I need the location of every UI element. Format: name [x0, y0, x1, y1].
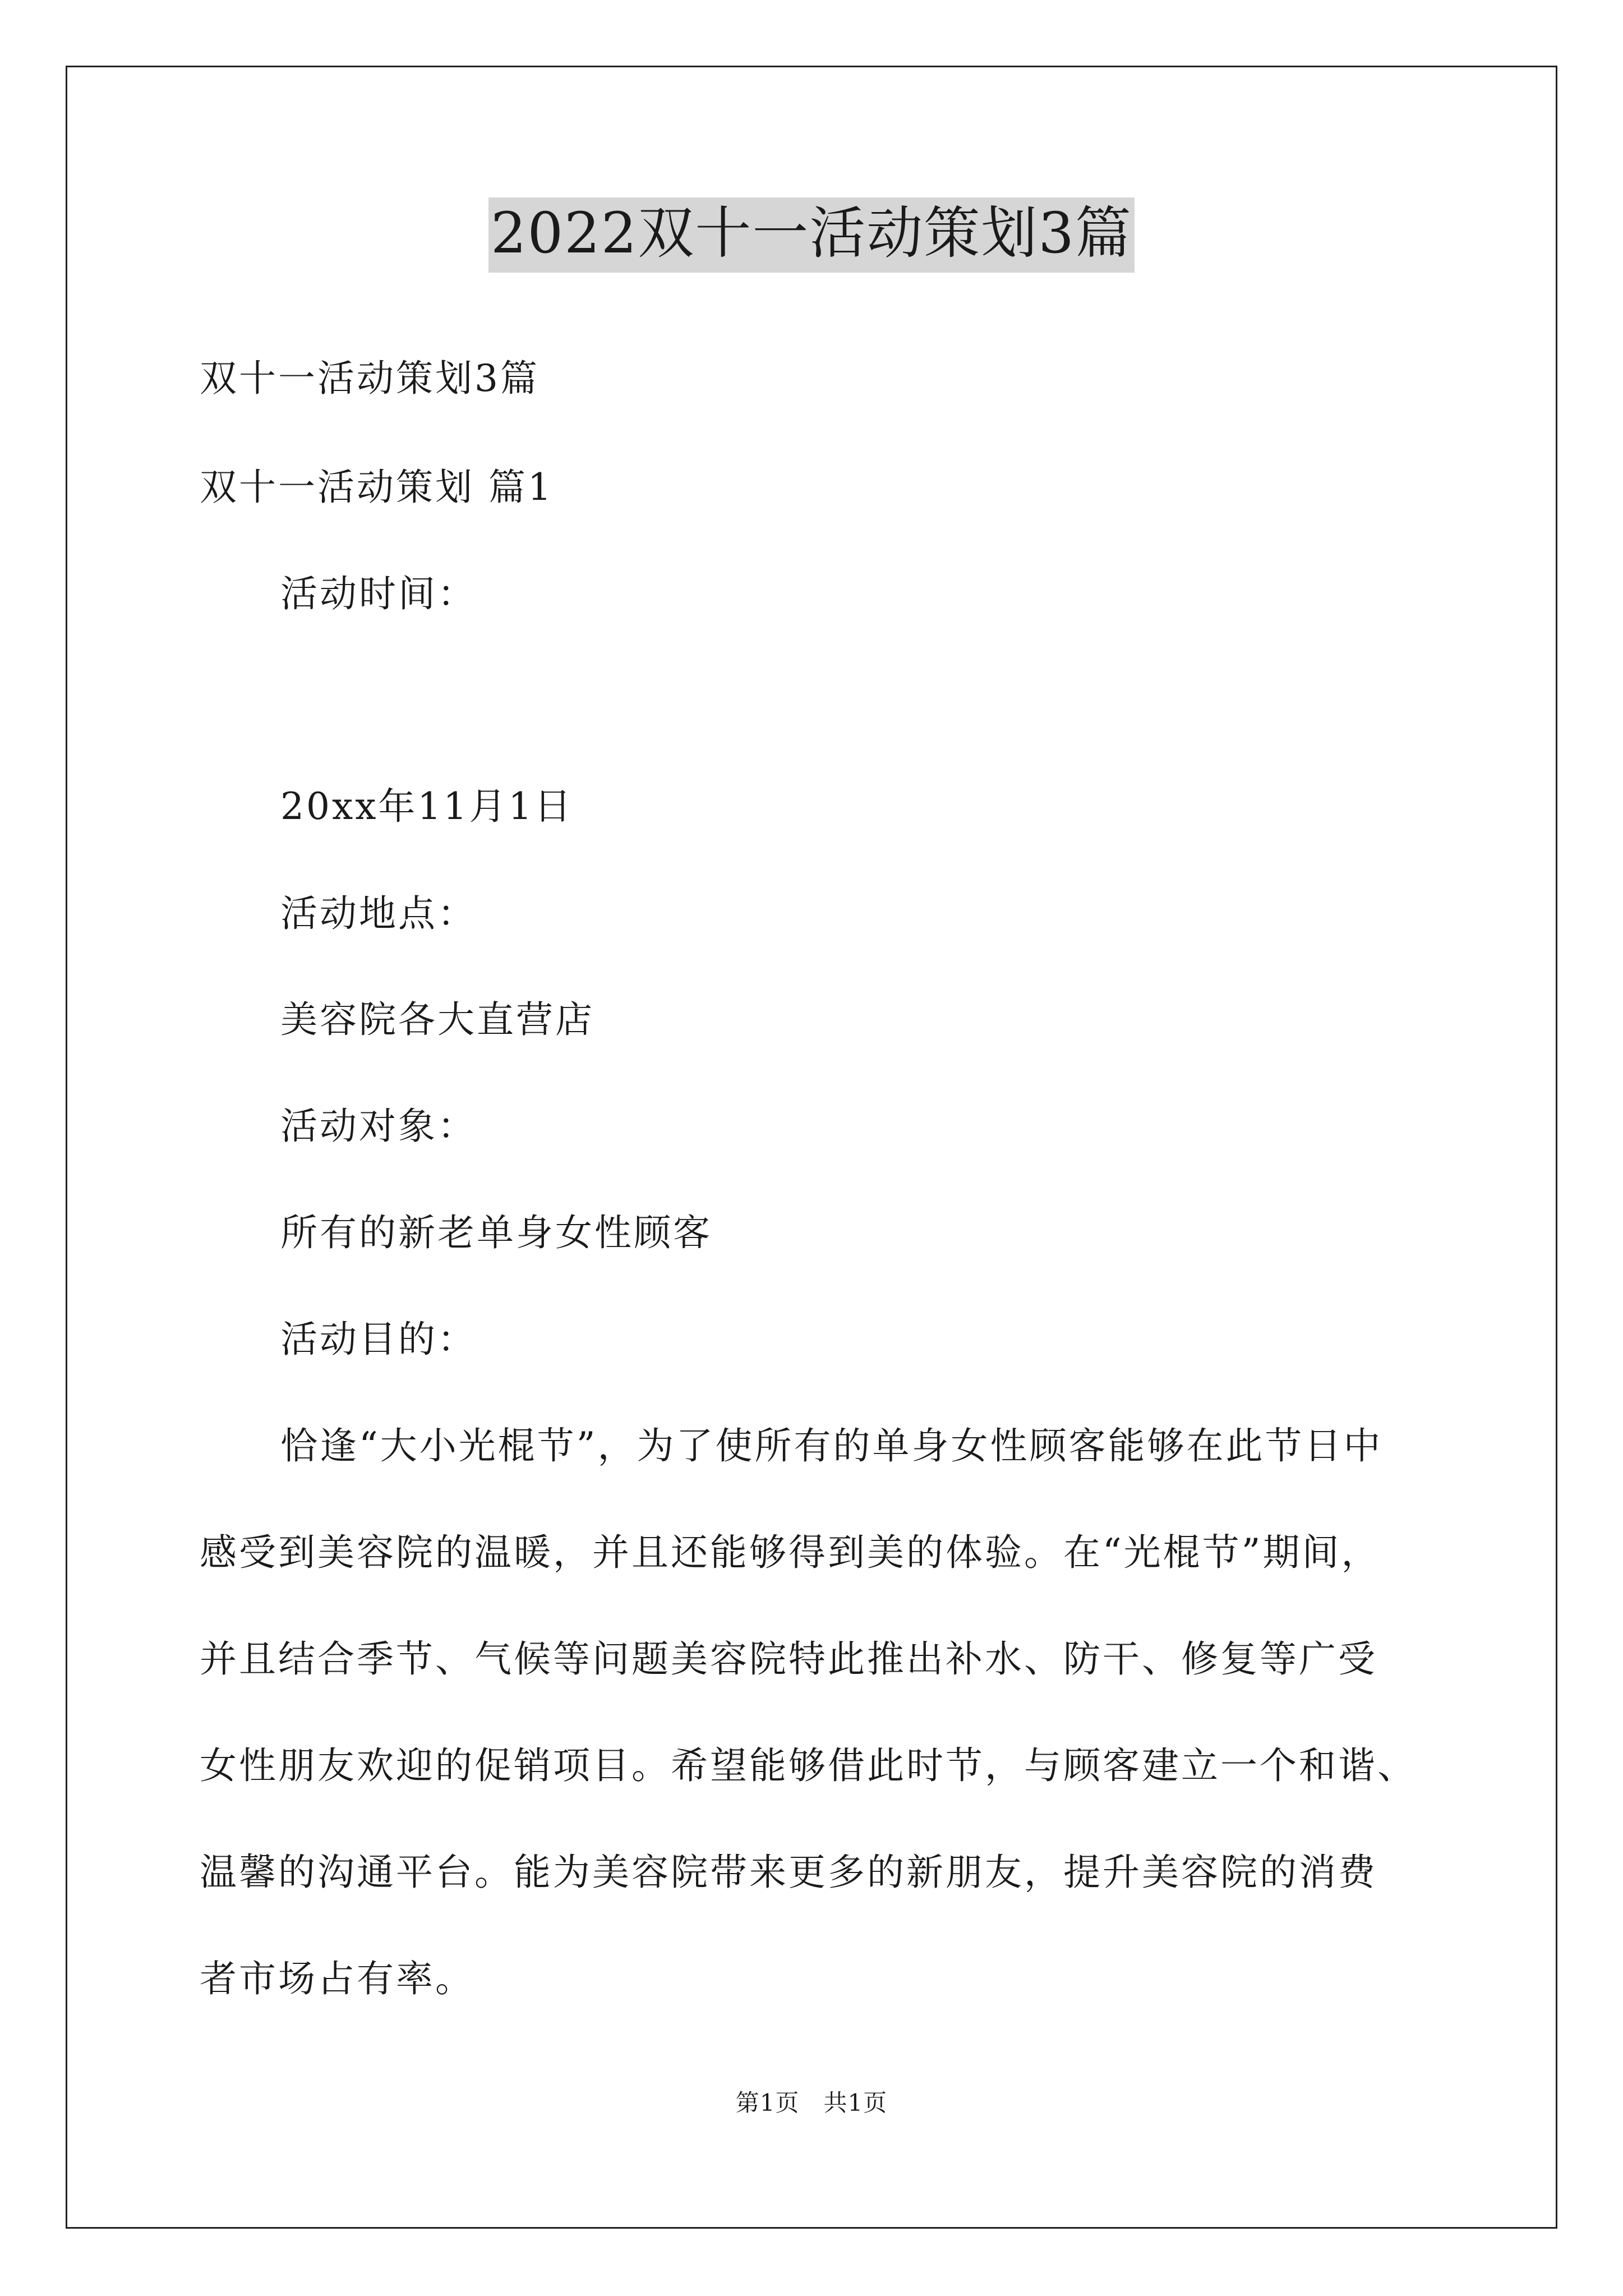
paragraph-line: 并且结合季节、气候等问题美容院特此推出补水、防干、修复等广受	[200, 1637, 1377, 1681]
title-text: 2022双十一活动策划3篇	[488, 197, 1135, 273]
location-label: 活动地点：	[280, 892, 477, 935]
page-footer: 第1页 共1页	[735, 2089, 888, 2116]
time-value: 20xx年11月1日	[280, 785, 574, 828]
location-value: 美容院各大直营店	[280, 998, 594, 1041]
purpose-label: 活动目的：	[280, 1318, 477, 1361]
subtitle: 双十一活动策划3篇	[200, 357, 540, 400]
audience-value: 所有的新老单身女性顾客	[280, 1211, 712, 1254]
section-heading: 双十一活动策划 篇1	[200, 466, 554, 509]
audience-label: 活动对象：	[280, 1105, 477, 1148]
paragraph-line: 女性朋友欢迎的促销项目。希望能够借此时节，与顾客建立一个和谐、	[200, 1744, 1417, 1787]
paragraph-line: 者市场占有率。	[200, 1957, 474, 2000]
paragraph-line: 温馨的沟通平台。能为美容院带来更多的新朋友，提升美容院的消费	[200, 1851, 1377, 1894]
paragraph-line: 恰逢“大小光棍节”，为了使所有的单身女性顾客能够在此节日中	[280, 1424, 1383, 1467]
paragraph-line: 感受到美容院的温暖，并且还能够得到美的体验。在“光棍节”期间，	[200, 1531, 1381, 1574]
document-title	[0, 197, 1623, 273]
time-label: 活动时间：	[280, 572, 477, 615]
